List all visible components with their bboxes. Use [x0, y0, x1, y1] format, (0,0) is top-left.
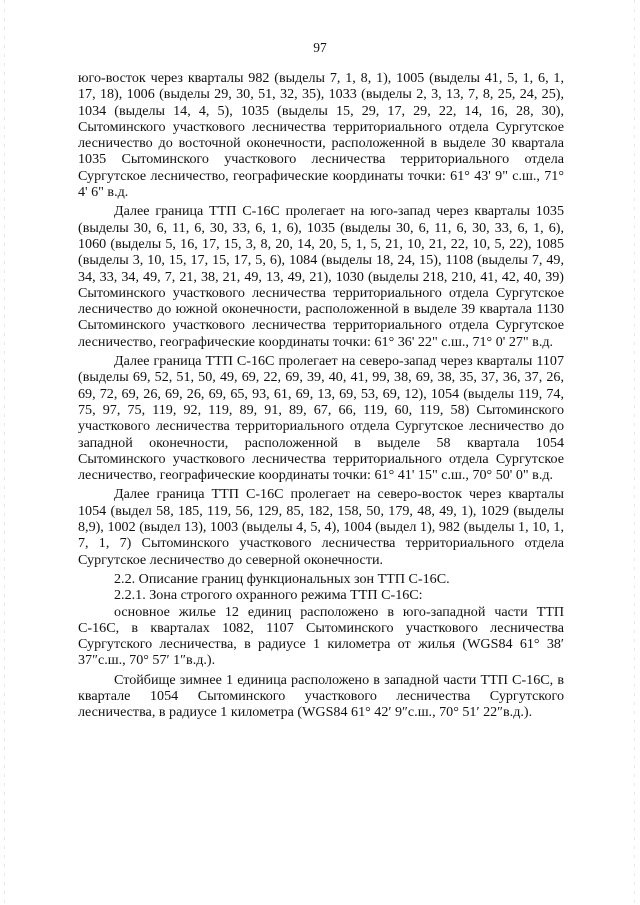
scan-edge-right	[634, 0, 635, 905]
paragraph-winter-camp: Стойбище зимнее 1 единица расположено в западной части ТТП С-16С, в квартале 1054 Сытоминского участкового лесничества Сургутского лесничества, в радиусе 1 километра (WGS84 61° 42′ 9″с.ш., 70° 51′ 22″в.д.).	[78, 671, 564, 721]
section-heading-zones: 2.2. Описание границ функциональных зон ТТП С-16С.	[114, 570, 450, 587]
paragraph-boundary-southeast: юго-восток через кварталы 982 (выделы 7, 1, 8, 1), 1005 (выделы 41, 5, 1, 6, 1, 17, 18), 1006 (выделы 29, 30, 51, 32, 35), 1033 (выделы 2, 3, 13, 7, 8, 25, 24, 25), 1034 (выделы 14, 4, 5), 1035 (выделы 15, 29, 17, 29, 22, 14, 16, 28, 30), Сытоминского участкового лесничества территориального отдела Сургутское лесничество до восточной оконечности, расположенной в выделе 30 квартала 1035 Сытоминского участкового лесничества территориального отдела Сургутское лесничество, географические координаты точки: 61° 43' 9" с.ш., 71° 4' 6" в.д.	[78, 70, 564, 201]
subsection-heading-strict-zone: 2.2.1. Зона строгого охранного режима ТТП С-16С:	[114, 587, 423, 604]
paragraph-boundary-southwest: Далее граница ТТП С-16С пролегает на юго-запад через кварталы 1035 (выделы 30, 6, 11, 6, 30, 33, 6, 1, 6), 1035 (выделы 30, 6, 11, 6, 30, 33, 6, 1, 6), 1060 (выделы 5, 16, 17, 15, 3, 8, 20, 14, 20, 5, 1, 5, 21, 10, 21, 22, 10, 5, 22), 1085 (выделы 3, 10, 15, 17, 15, 17, 5, 6), 1084 (выделы 18, 24, 15), 1108 (выделы 7, 49, 34, 33, 34, 49, 7, 21, 38, 21, 49, 13, 49, 21), 1030 (выделы 218, 210, 41, 42, 40, 39) Сытоминского участкового лесничества территориального отдела Сургутское лесничество до южной оконечности, расположенной в выделе 39 квартала 1130 Сытоминского участкового лесничества территориального отдела Сургутское лесничество, географические координаты точки: 61° 36' 22" с.ш., 71° 0' 27" в.д.	[78, 203, 564, 350]
paragraph-boundary-northeast: Далее граница ТТП С-16С пролегает на северо-восток через кварталы 1054 (выдел 58, 185, 119, 56, 129, 85, 182, 158, 50, 179, 48, 49, 1), 1029 (выделы 8,9), 1002 (выдел 13), 1003 (выделы 4, 5, 4), 1004 (выдел 1), 982 (выделы 1, 10, 1, 7, 1, 7) Сытоминского участкового лесничества территориального отдела Сургутское лесничество до северной оконечности.	[78, 486, 564, 568]
page-number: 97	[313, 40, 327, 55]
document-body	[78, 70, 564, 721]
paragraph-main-dwelling: основное жилье 12 единиц расположено в юго-западной части ТТП С-16С, в кварталах 1082, 1107 Сытоминского участкового лесничества Сургутского лесничества, в радиусе 1 километра от жилья (WGS84 61° 38′ 37″с.ш., 70° 57′ 1″в.д.).	[78, 603, 564, 669]
paragraph-boundary-northwest: Далее граница ТТП С-16С пролегает на северо-запад через кварталы 1107 (выделы 69, 52, 51, 50, 49, 69, 22, 69, 39, 40, 41, 99, 38, 69, 38, 35, 37, 36, 37, 26, 69, 72, 69, 26, 69, 26, 69, 65, 93, 61, 69, 13, 69, 53, 69, 12), 1054 (выделы 119, 74, 75, 97, 75, 119, 92, 119, 89, 91, 89, 67, 66, 119, 60, 119, 58) Сытоминского участкового лесничества территориального отдела Сургутское лесничество до западной оконечности, расположенной в выделе 58 квартала 1054 Сытоминского участкового лесничества территориального отдела Сургутское лесничество, географические координаты точки: 61° 41' 15" с.ш., 70° 50' 0" в.д.	[78, 353, 564, 484]
scan-edge-left	[4, 0, 5, 905]
